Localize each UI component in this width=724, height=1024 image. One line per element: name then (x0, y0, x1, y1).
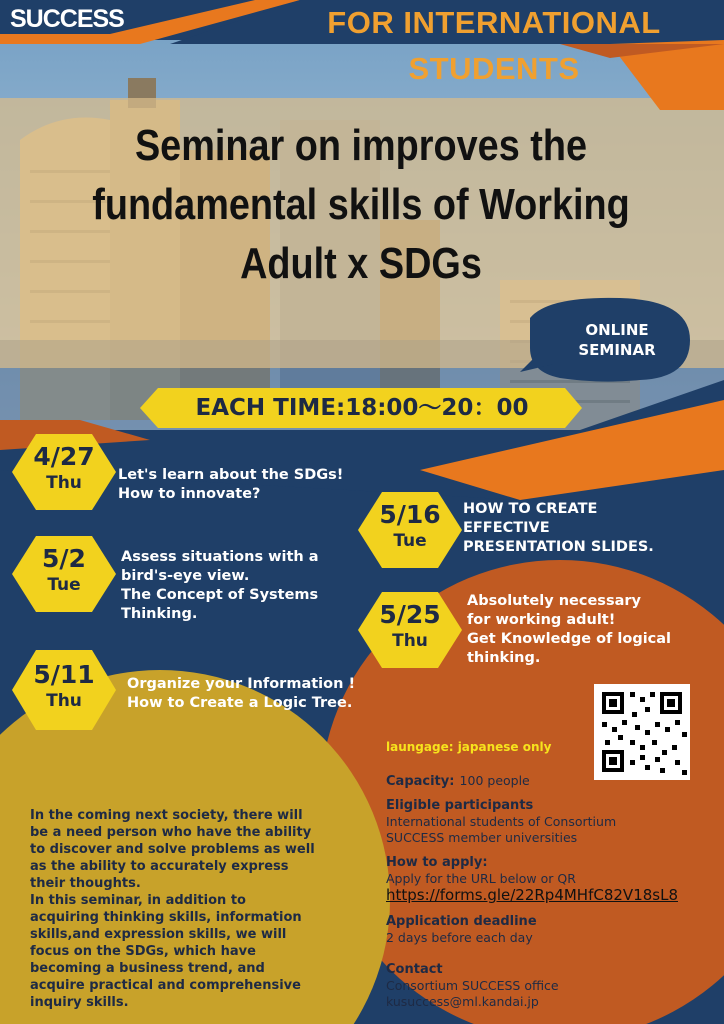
language-note: laungage: japanese only (386, 740, 552, 754)
deadline-label: Application deadline (386, 914, 537, 929)
qr-code (594, 684, 690, 780)
session-date-badge (12, 442, 116, 494)
session-date: 4/27 (33, 442, 95, 471)
session-day: Tue (47, 575, 81, 595)
session-date-badge (12, 660, 116, 712)
session-date-badge (358, 500, 462, 552)
apply-label: How to apply: (386, 855, 488, 870)
session-day: Thu (392, 631, 428, 651)
eligible-label: Eligible participants (386, 798, 534, 813)
session-description: Let's learn about the SDGs! How to innovate? (118, 467, 344, 502)
badge-line: ONLINE (585, 321, 649, 339)
capacity-row (386, 770, 530, 790)
application-form-link[interactable]: https://forms.gle/22Rp4MHfC82V18sL8 (386, 886, 678, 904)
title-line: Seminar on improves the (134, 121, 588, 170)
seminar-introduction: In the coming next society, there will be a need person who have the ability to discover and solve problems as well as the ability to accurately express their thoughts. In this seminar, in addition to acquiring thinking skills, information skills,and expression skills, we will focus on the SDGs, which have becoming a business trend, and acquire practical and comprehensive inquiry skills. (30, 808, 315, 1010)
contact-value: Consortium SUCCESS office kusuccess@ml.kandai.jp (386, 978, 559, 1009)
audience-banner: FOR INTERNATIONAL STUDENTS (327, 5, 661, 86)
session-day: Tue (393, 531, 427, 551)
session-description: Assess situations with a bird's-eye view. The Concept of Systems Thinking. (121, 549, 319, 622)
capacity-label: Capacity: (386, 774, 455, 789)
session-time: EACH TIME:18:00～20：00 (195, 395, 529, 421)
session-date: 5/25 (379, 600, 441, 629)
session-description: Organize your Information ! How to Create a Logic Tree. (127, 676, 356, 711)
session-description: Absolutely necessary for working adult! Get Knowledge of logical thinking. (467, 593, 672, 666)
session-date: 5/16 (379, 500, 441, 529)
session-day: Thu (46, 691, 82, 711)
online-seminar-badge (546, 320, 688, 360)
session-day: Thu (46, 473, 82, 493)
session-date: 5/11 (33, 660, 95, 689)
seminar-title (82, 116, 641, 293)
title-line: Adult x SDGs (240, 239, 482, 288)
title-line: fundamental skills of Working (92, 180, 630, 229)
session-description: HOW TO CREATE EFFECTIVE PRESENTATION SLIDES. (463, 501, 654, 555)
deadline-value: 2 days before each day (386, 930, 533, 945)
badge-line: SEMINAR (578, 341, 656, 359)
apply-value: Apply for the URL below or QR (386, 871, 576, 886)
contact-label: Contact (386, 962, 443, 977)
session-date: 5/2 (42, 544, 86, 573)
eligible-value: International students of Consortium SUCCESS member universities (386, 814, 617, 845)
capacity-value: 100 people (459, 773, 530, 788)
session-date-badge (358, 600, 462, 652)
session-date-badge (12, 544, 116, 596)
success-logo: SUCCESS (10, 5, 124, 33)
